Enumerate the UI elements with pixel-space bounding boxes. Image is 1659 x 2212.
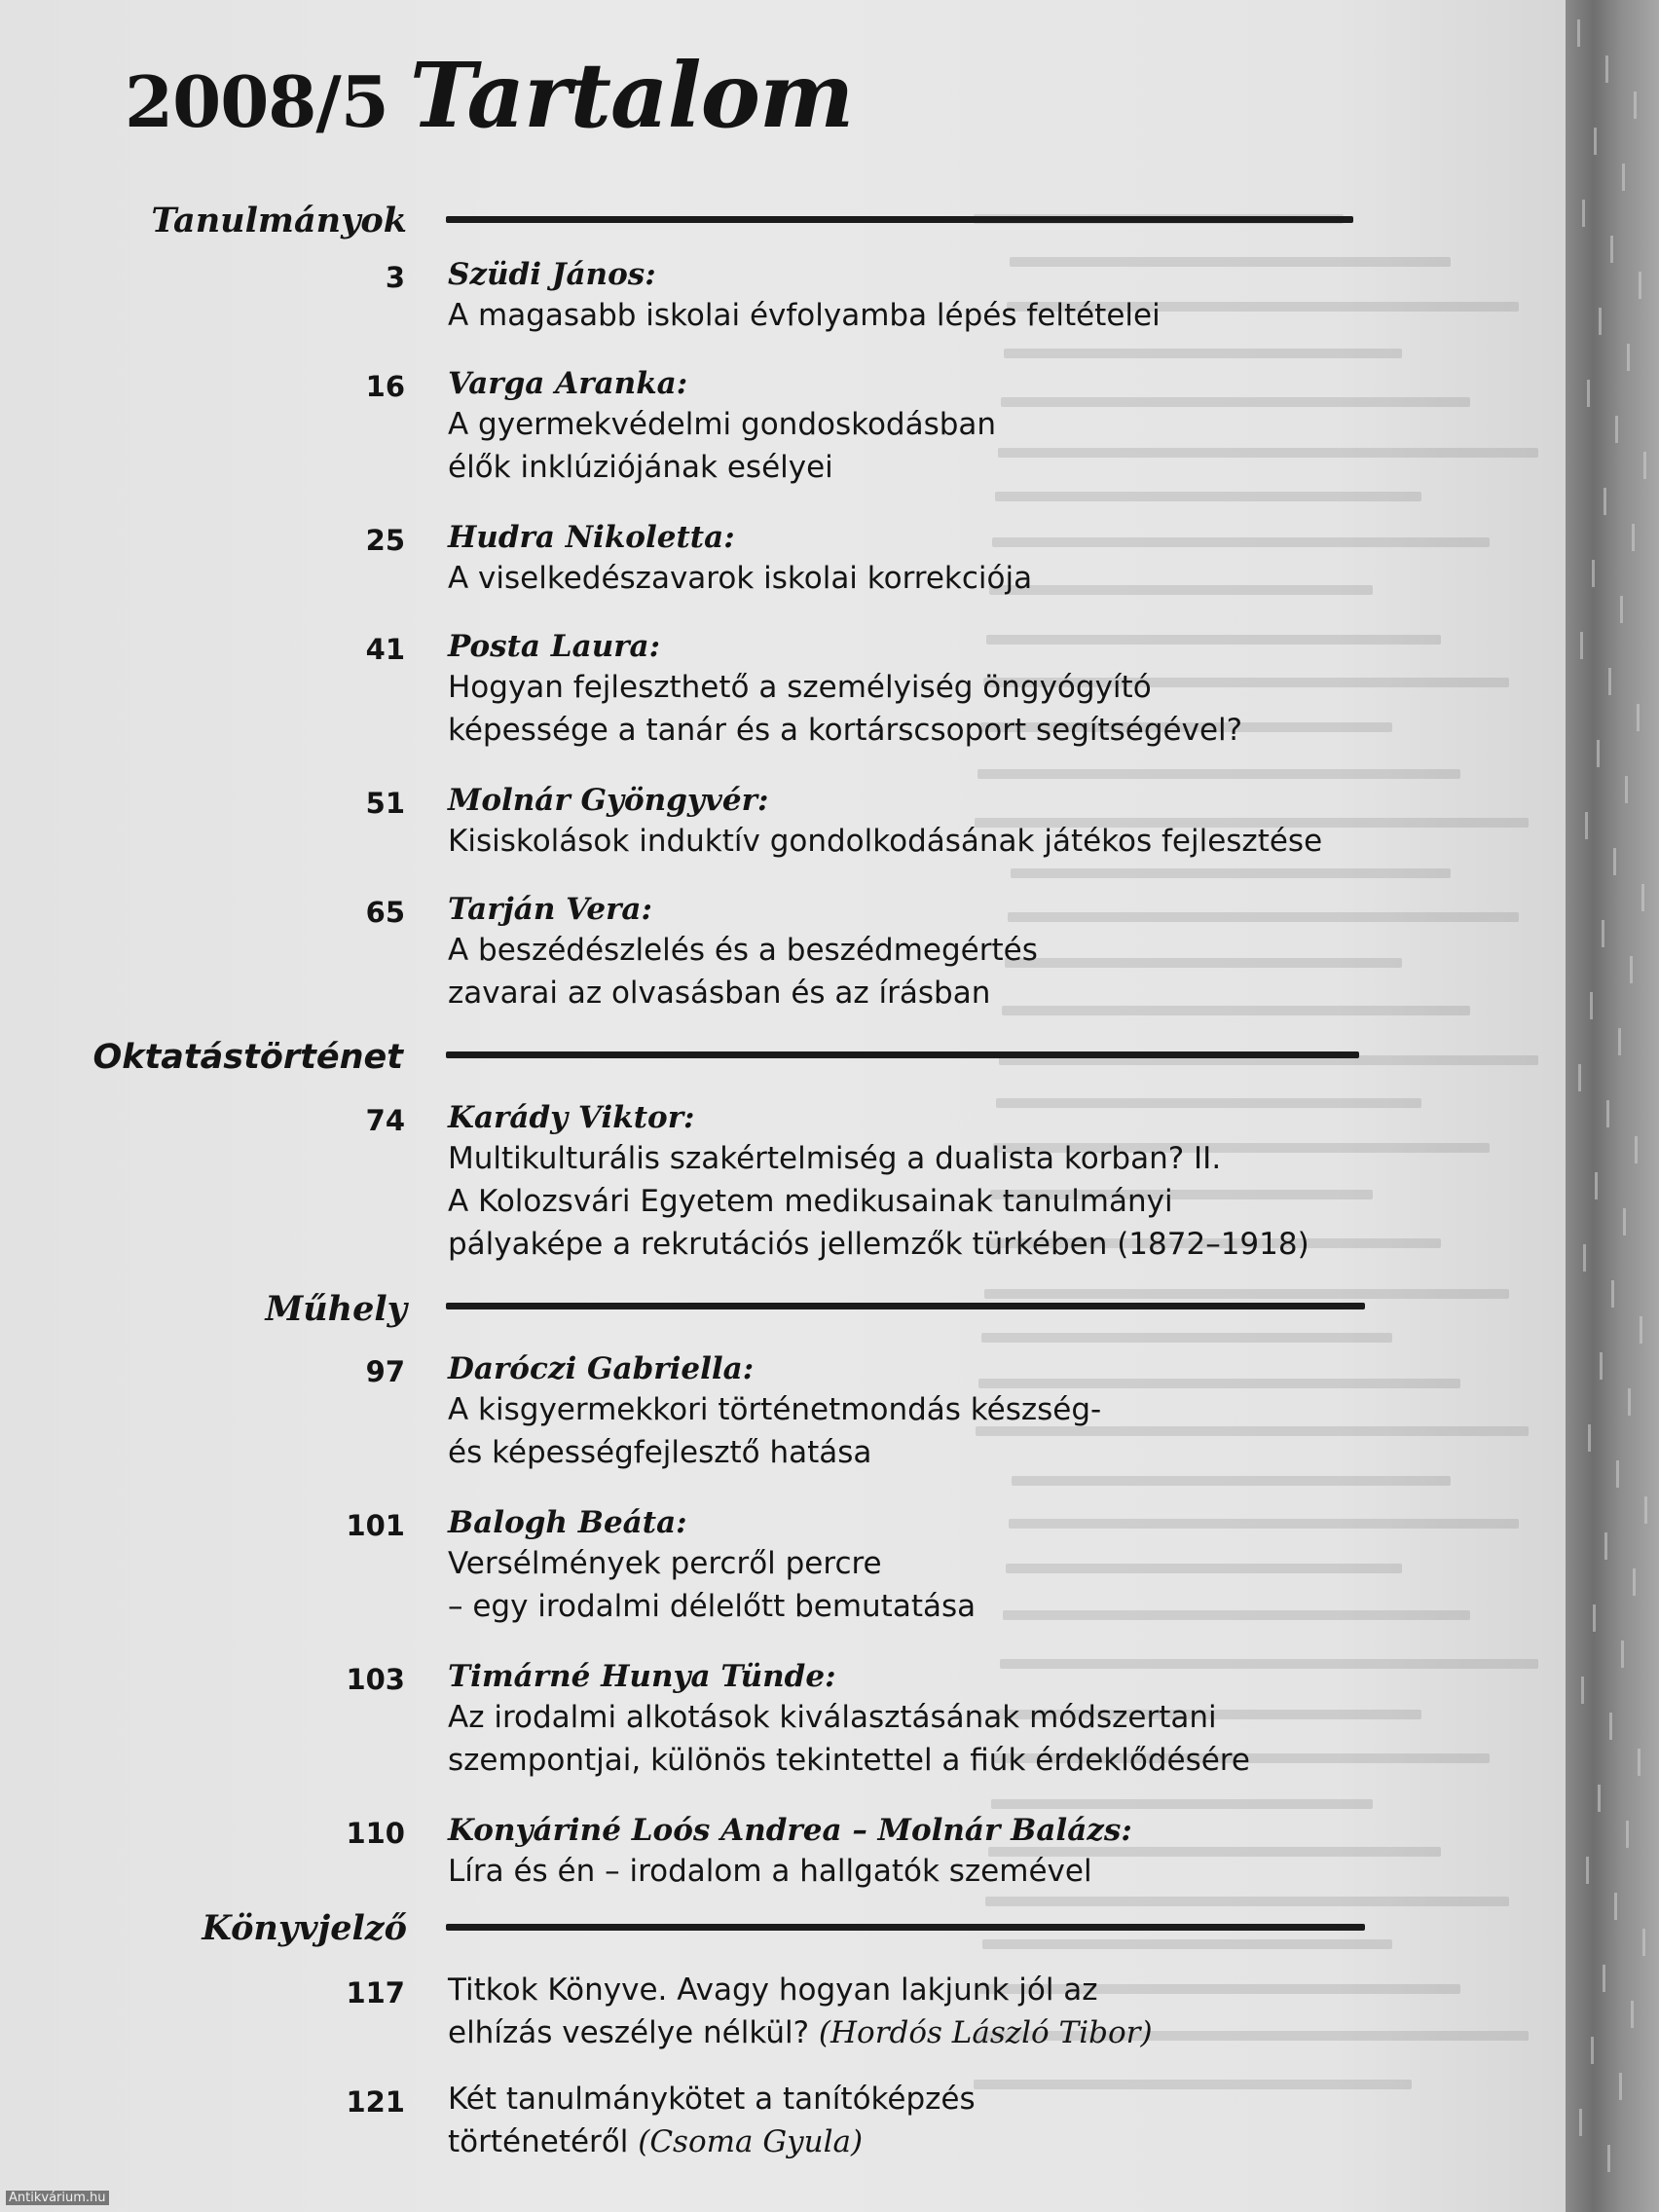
bleed-through-line [996,1098,1421,1108]
article-title-line [448,2015,1153,2050]
gutter-texture [1605,55,1608,83]
page-title [125,43,853,148]
article-title-line: A magasabb iskolai évfolyamba lépés feltételei [448,298,1161,333]
gutter-texture [1578,1064,1581,1091]
page-number: 74 [365,1104,405,1137]
gutter-texture [1633,1568,1636,1596]
bleed-through-line [1010,257,1451,267]
gutter-texture [1582,200,1585,227]
gutter-texture [1606,1100,1609,1127]
article-title-line: zavarai az olvasásban és az írásban [448,976,991,1011]
page-number: 103 [346,1663,405,1696]
gutter-texture [1635,1136,1638,1163]
article-title-line: Titkok Könyve. Avagy hogyan lakjunk jól az [448,1972,1098,2008]
gutter-texture [1623,1208,1626,1235]
bleed-through-line [1011,868,1451,878]
gutter-texture [1619,2073,1622,2100]
section-oktatastortenet: Oktatástörténet [92,1038,403,1077]
article-title-line: A beszédészlelés és a beszédmegértés [448,933,1038,968]
gutter-texture [1611,1280,1614,1308]
article-title-line: Kisiskolások induktív gondolkodásának játékos fejlesztése [448,824,1323,859]
gutter-texture [1610,236,1613,263]
bleed-through-line [982,1939,1392,1949]
bleed-through-line [1000,1659,1538,1669]
gutter-texture [1621,1641,1624,1668]
page-number: 41 [365,633,405,666]
section-tanulmanyok: Tanulmányok [151,201,407,240]
page-number: 97 [365,1355,405,1388]
section-muhely: Műhely [265,1289,407,1329]
gutter-texture [1594,128,1597,155]
page-number: 65 [365,896,405,929]
author-name: Karády Viktor: [448,1100,695,1135]
bleed-through-line [1006,1564,1402,1573]
gutter-texture [1639,272,1641,299]
article-title-line: Hogyan fejleszthető a személyiség öngyógyító [448,670,1152,705]
page-number: 110 [346,1817,405,1850]
gutter-texture [1599,308,1602,335]
article-title-line: A kisgyermekkori történetmondás készség- [448,1392,1102,1427]
bleed-through-line [986,635,1441,645]
article-title-line: Az irodalmi alkotások kiválasztásának módszertani [448,1700,1217,1735]
bleed-through-line [981,1333,1392,1343]
gutter-texture [1644,1496,1647,1524]
gutter-texture [1618,1028,1621,1055]
reviewer-name: (Csoma Gyula) [638,2124,864,2159]
page-number: 121 [346,2085,405,2119]
section-rule [446,1303,1365,1309]
page-number: 3 [385,261,405,294]
book-gutter [1566,0,1659,2212]
gutter-texture [1592,560,1595,587]
bleed-through-line [978,1379,1460,1388]
issue-number: 2008/5 [125,60,388,143]
gutter-texture [1628,1388,1631,1416]
author-name: Daróczi Gabriella: [448,1351,755,1386]
bleed-through-line [1004,349,1402,358]
gutter-texture [1634,92,1637,119]
article-title-line: élők inklúziójának esélyei [448,450,833,485]
bleed-through-line [974,2080,1412,2089]
bleed-through-line [1008,912,1519,922]
article-title-line: A gyermekvédelmi gondoskodásban [448,407,997,442]
gutter-texture [1643,452,1646,479]
bleed-through-line [998,448,1538,458]
gutter-texture [1630,956,1633,983]
article-title-line: képessége a tanár és a kortárscsoport segítségével? [448,713,1243,748]
gutter-texture [1587,380,1590,407]
gutter-texture [1607,2145,1610,2172]
gutter-texture [1626,1821,1629,1848]
page-number: 51 [365,787,405,820]
gutter-texture [1614,1893,1617,1920]
page-number: 25 [365,524,405,557]
bleed-through-line [995,492,1421,501]
gutter-texture [1590,992,1593,1019]
gutter-texture [1588,1424,1591,1452]
gutter-texture [1642,1929,1645,1956]
gutter-texture [1577,19,1580,47]
gutter-texture [1603,1965,1605,1992]
gutter-texture [1637,704,1640,731]
gutter-texture [1616,1460,1619,1488]
bleed-through-line [977,769,1460,779]
article-title-line: – egy irodalmi délelőtt bemutatása [448,1589,977,1624]
bleed-through-line [984,1289,1509,1299]
article-title-line: A viselkedészavarok iskolai korrekciója [448,561,1033,596]
section-konyvjelzo: Könyvjelző [202,1908,407,1948]
gutter-texture [1595,1172,1598,1199]
author-name: Timárné Hunya Tünde: [448,1659,836,1694]
gutter-texture [1602,920,1604,947]
gutter-texture [1581,1677,1584,1704]
gutter-texture [1580,632,1583,659]
article-title-line: Multikulturális szakértelmiség a dualista korban? II. [448,1141,1222,1176]
author-name: Molnár Gyöngyvér: [448,783,769,818]
article-title-line: A Kolozsvári Egyetem medikusainak tanulmányi [448,1184,1173,1219]
article-title-line [448,2124,863,2159]
gutter-texture [1625,776,1628,803]
article-title-line: Versélmények percről percre [448,1546,882,1581]
title-text: elhízás veszélye nélkül? [448,2015,819,2050]
gutter-texture [1604,1532,1607,1560]
gutter-texture [1583,1244,1586,1272]
gutter-texture [1627,344,1630,371]
page-number: 101 [346,1509,405,1542]
gutter-texture [1640,1316,1642,1344]
gutter-texture [1585,812,1588,839]
gutter-texture [1600,1352,1603,1380]
author-name: Balogh Beáta: [448,1505,687,1540]
gutter-texture [1598,1785,1601,1812]
section-rule [446,1051,1359,1058]
author-name: Tarján Vera: [448,892,652,927]
gutter-texture [1591,2037,1594,2064]
bleed-through-line [1005,958,1402,968]
gutter-texture [1609,1713,1612,1740]
bleed-through-line [985,1897,1509,1906]
bleed-through-line [989,585,1373,595]
author-name: Konyáriné Loós Andrea – Molnár Balázs: [448,1813,1132,1848]
section-rule [446,1924,1365,1931]
gutter-texture [1631,2001,1634,2028]
gutter-texture [1615,416,1618,443]
title-text: történetéről [448,2124,639,2159]
page-number: 16 [365,370,405,403]
author-name: Posta Laura: [448,629,661,664]
bleed-through-line [976,1426,1529,1436]
bleed-through-line [992,537,1490,547]
reviewer-name: (Hordós László Tibor) [818,2015,1153,2050]
bleed-through-line [1012,1476,1451,1486]
gutter-texture [1593,1604,1596,1632]
article-title-line: szempontjai, különös tekintettel a fiúk érdeklődésére [448,1743,1250,1778]
article-title-line: és képességfejlesztő hatása [448,1435,872,1470]
bleed-through-line [1003,1610,1470,1620]
bleed-through-line [1009,1519,1519,1529]
gutter-texture [1579,2109,1582,2136]
gutter-texture [1597,740,1600,767]
bleed-through-line [1001,397,1470,407]
article-title-line: Két tanulmánykötet a tanítóképzés [448,2082,976,2117]
article-title-line: Líra és én – irodalom a hallgatók szemével [448,1854,1092,1889]
gutter-texture [1586,1857,1589,1884]
article-title-line: pályaképe a rekrutációs jellemzők türkében (1872–1918) [448,1227,1309,1262]
bleed-through-line [1002,1006,1470,1015]
gutter-texture [1632,524,1635,551]
gutter-texture [1608,668,1611,695]
gutter-texture [1604,488,1606,515]
author-name: Szüdi János: [448,257,656,292]
gutter-texture [1641,884,1644,911]
gutter-texture [1638,1749,1641,1776]
author-name: Hudra Nikoletta: [448,520,735,555]
watermark: Antikvárium.hu [6,2191,109,2205]
title-word: Tartalom [409,43,854,148]
gutter-texture [1620,596,1623,623]
gutter-texture [1613,848,1616,875]
section-rule [446,216,1353,223]
page-number: 117 [346,1976,405,2009]
bleed-through-line [991,1799,1373,1809]
author-name: Varga Aranka: [448,366,688,401]
gutter-texture [1622,164,1625,191]
